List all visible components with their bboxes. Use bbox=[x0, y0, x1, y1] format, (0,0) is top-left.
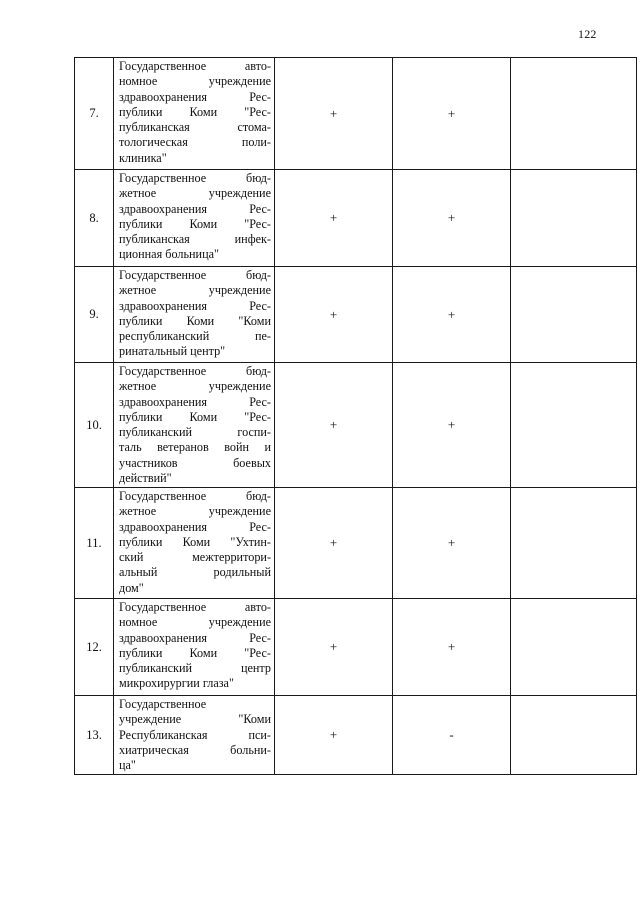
name-line: здравоохранения Рес- bbox=[119, 89, 271, 104]
table-row bbox=[75, 267, 637, 363]
name-line: публики Коми "Ухтин- bbox=[119, 534, 271, 549]
name-line: номное учреждение bbox=[119, 74, 271, 89]
table-row bbox=[75, 599, 637, 696]
row-number: 12. bbox=[75, 599, 114, 696]
name-line: учреждение "Коми bbox=[119, 712, 271, 727]
name-line: публики Коми "Рес- bbox=[119, 645, 271, 660]
name-line: публики Коми "Коми bbox=[119, 313, 271, 328]
name-line: здравоохранения Рес- bbox=[119, 394, 271, 409]
name-line: жетное учреждение bbox=[119, 379, 271, 394]
name-line: ринатальный центр" bbox=[119, 344, 226, 359]
mark-cell-2: + bbox=[393, 363, 511, 488]
name-line: хиатрическая больни- bbox=[119, 742, 271, 757]
name-line: ский межтерритори- bbox=[119, 550, 271, 565]
mark-cell-1: + bbox=[275, 267, 393, 363]
name-line: публиканская инфек- bbox=[119, 232, 271, 247]
institution-name bbox=[114, 599, 275, 696]
row-number: 7. bbox=[75, 58, 114, 170]
name-line: республиканский пе- bbox=[119, 329, 271, 344]
name-line: жетное учреждение bbox=[119, 186, 271, 201]
institution-name bbox=[114, 363, 275, 488]
name-line: действий" bbox=[119, 471, 172, 486]
mark-cell-1: + bbox=[275, 363, 393, 488]
row-number: 9. bbox=[75, 267, 114, 363]
name-line: публики Коми "Рес- bbox=[119, 216, 271, 231]
name-line: клиника" bbox=[119, 150, 167, 165]
mark-cell-1: + bbox=[275, 488, 393, 599]
name-line: Государственное бюд- bbox=[119, 268, 271, 282]
empty-cell bbox=[511, 170, 637, 267]
institution-name bbox=[114, 696, 275, 775]
empty-cell bbox=[511, 267, 637, 363]
table-row bbox=[75, 58, 637, 170]
name-line: дом" bbox=[119, 580, 144, 595]
name-line: здравоохранения Рес- bbox=[119, 519, 271, 534]
institution-name bbox=[114, 58, 275, 170]
row-number: 8. bbox=[75, 170, 114, 267]
institutions-table bbox=[74, 57, 637, 775]
mark-cell-1: + bbox=[275, 599, 393, 696]
institution-name bbox=[114, 488, 275, 599]
institution-name bbox=[114, 267, 275, 363]
name-line: ционная больница" bbox=[119, 247, 219, 262]
table-row bbox=[75, 696, 637, 775]
institution-name bbox=[114, 170, 275, 267]
name-line: здравоохранения Рес- bbox=[119, 298, 271, 313]
table-row bbox=[75, 488, 637, 599]
name-line: публики Коми "Рес- bbox=[119, 409, 271, 424]
mark-cell-2: + bbox=[393, 58, 511, 170]
name-line: публиканский центр bbox=[119, 661, 271, 676]
page-number: 122 bbox=[578, 27, 597, 41]
name-line: жетное учреждение bbox=[119, 504, 271, 519]
mark-cell-1: + bbox=[275, 170, 393, 267]
name-line: Государственное бюд- bbox=[119, 171, 271, 185]
table-row bbox=[75, 363, 637, 488]
empty-cell bbox=[511, 363, 637, 488]
row-number: 13. bbox=[75, 696, 114, 775]
name-line: Государственное авто- bbox=[119, 59, 271, 73]
empty-cell bbox=[511, 488, 637, 599]
empty-cell bbox=[511, 58, 637, 170]
name-line: Государственное бюд- bbox=[119, 364, 271, 378]
table-row bbox=[75, 170, 637, 267]
name-line: альный родильный bbox=[119, 565, 271, 580]
name-line: публиканская стома- bbox=[119, 120, 271, 135]
name-line: публики Коми "Рес- bbox=[119, 104, 271, 119]
row-number: 11. bbox=[75, 488, 114, 599]
name-line: жетное учреждение bbox=[119, 283, 271, 298]
name-line: Государственное bbox=[119, 697, 207, 711]
name-line: тологическая поли- bbox=[119, 135, 271, 150]
mark-cell-2: + bbox=[393, 599, 511, 696]
name-line: номное учреждение bbox=[119, 615, 271, 630]
name-line: таль ветеранов войн и bbox=[119, 440, 271, 455]
mark-cell-2: - bbox=[393, 696, 511, 775]
name-line: Республиканская пси- bbox=[119, 727, 271, 742]
name-line: Государственное бюд- bbox=[119, 489, 271, 503]
mark-cell-1: + bbox=[275, 696, 393, 775]
empty-cell bbox=[511, 599, 637, 696]
mark-cell-2: + bbox=[393, 488, 511, 599]
mark-cell-1: + bbox=[275, 58, 393, 170]
name-line: Государственное авто- bbox=[119, 600, 271, 614]
row-number: 10. bbox=[75, 363, 114, 488]
name-line: микрохирургии глаза" bbox=[119, 676, 234, 691]
empty-cell bbox=[511, 696, 637, 775]
name-line: участников боевых bbox=[119, 455, 271, 470]
name-line: здравоохранения Рес- bbox=[119, 630, 271, 645]
mark-cell-2: + bbox=[393, 170, 511, 267]
name-line: ца" bbox=[119, 758, 136, 773]
mark-cell-2: + bbox=[393, 267, 511, 363]
name-line: здравоохранения Рес- bbox=[119, 201, 271, 216]
name-line: публиканский госпи- bbox=[119, 425, 271, 440]
